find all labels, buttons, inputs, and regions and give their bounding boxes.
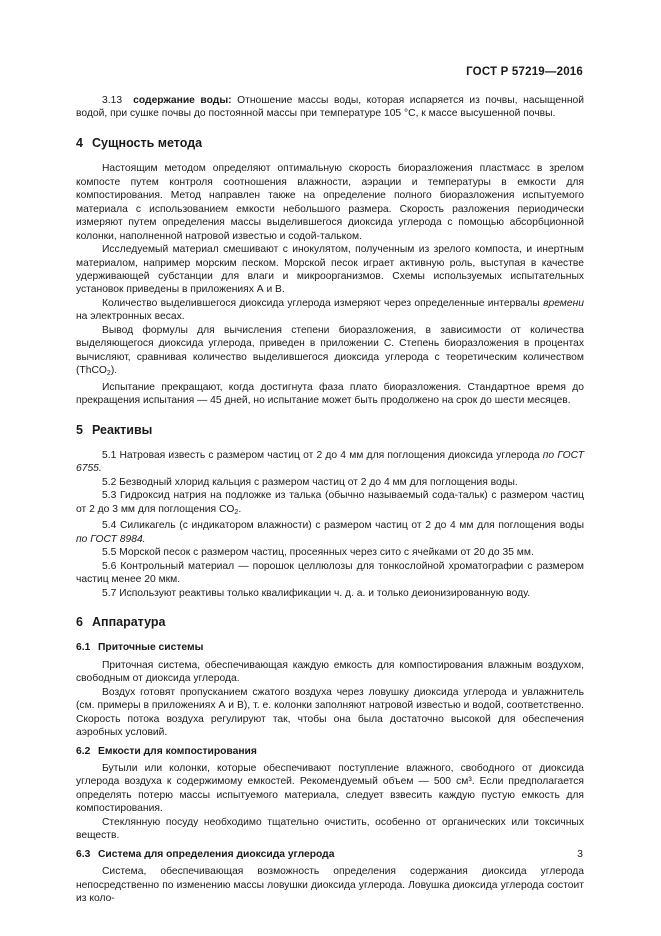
page-number: 3 [577, 848, 583, 860]
section-4-heading: 4 Сущность метода [76, 135, 203, 150]
definition-3-13 [76, 94, 584, 121]
page-content [76, 94, 584, 906]
section-6-heading: 6 Аппаратура [76, 614, 166, 629]
reagent-item: 5.7 Используют реактивы только квалификации ч. д. а. и только деионизированную воду. [102, 587, 531, 599]
reagent-item: 5.4 Силикагель (с индикатором влажности) с размером частиц от 2 до 4 мм для поглощения воды по ГОСТ 8984. [76, 520, 584, 545]
reagent-item: 5.5 Морской песок с размером частиц, просеянных через сито с ячейками от 20 до 35 мм. [102, 547, 534, 559]
definition-number: 3.13 [102, 95, 123, 106]
reagent-item: 5.2 Безводный хлорид кальция с размером частиц от 2 до 4 мм для поглощения воды. [102, 476, 518, 488]
section-4-paragraph: Количество выделившегося диоксида углерода измеряют через определенные интервалы времени на электронных весах. [76, 297, 584, 323]
subsection-6-1-paragraph: Приточная система, обеспечивающая каждую емкость для компостирования влажным воздухом, свободным от диоксида углерода. [76, 659, 584, 685]
reagent-item: 5.6 Контрольный материал — порошок целлюлозы для тонкослойной хроматографии с размером частиц менее 20 мкм. [76, 560, 584, 586]
section-5-heading: 5 Реактивы [76, 422, 153, 437]
definition-text: Отношение массы воды, которая испаряется из почвы, насыщенной водой, при сушке почвы до постоянной массы при температуре 105 °C, к массе высушенной почвы. [76, 95, 584, 120]
reagent-item: 5.3 Гидроксид натрия на подложке из талька (обычно называемый сода-тальк) с размером частиц от 2 до 3 мм для поглощения $CO_2$. [76, 490, 584, 516]
subsection-6-3-heading: 6.3 Система для определения диоксида углерода [76, 848, 335, 860]
subsection-6-1-paragraph: Воздух готовят пропусканием сжатого воздуха через ловушку диоксида углерода и увлажнитель (см. примеры в приложениях А и В), т. е. колонки заполняют натровой известью и водой, соответственно. Скорость потока воздуха регулируют так, чтобы она была достаточно высокой для обеспечения аэробных условий. [76, 686, 584, 739]
subsection-6-2-heading: 6.2 Емкости для компостирования [76, 745, 257, 757]
section-4-paragraph: Настоящим методом определяют оптимальную скорость биоразложения пластмасс в зрелом компосте путем контроля соотношения влажности, аэрации и температуры в емкости для компостирования. Метод направлен также на определение полного биоразложения испытуемого материала с использованием емкости небольшого размера. Скорость разложения периодически измеряют путем определения массы выделившегося диоксида углерода с помощью абсорбционной колонки, наполненной натровой известью и содой-тальком. [76, 163, 584, 242]
subsection-6-1-heading: 6.1 Приточные системы [76, 642, 204, 654]
definition-term: содержание воды: [133, 95, 232, 106]
subsection-6-3-paragraph: Система, обеспечивающая возможность определения содержания диоксида углерода непосредственно по изменению массы ловушки диоксида углерода. Ловушка диоксида углерода состоит из коло- [76, 866, 584, 905]
section-4-paragraph: Вывод формулы для вычисления степени биоразложения, в зависимости от количества выделяющегося диоксида углерода, приведен в приложении С. Степень биоразложения в процентах вычисляют, сравнивая количество выделившегося диоксида углерода с теоретическим количеством (ThCO$_2$). [76, 324, 584, 378]
section-4-paragraph: Испытание прекращают, когда достигнута фаза плато биоразложения. Стандартное время до прекращения испытания — 45 дней, но испытание может быть продолжено на срок до шести месяцев. [76, 381, 584, 407]
reagent-item: 5.1 Натровая известь с размером частиц от 2 до 4 мм для поглощения диоксида углерода по ГОСТ 6755. [76, 449, 584, 475]
subsection-6-2-paragraph: Стеклянную посуду необходимо тщательно очистить, особенно от органических или токсичных веществ. [76, 816, 584, 842]
subsection-6-2-paragraph: Бутыли или колонки, которые обеспечивают поступление влажного, свободного от диоксида углерода воздуха к содержимому емкостей. Рекомендуемый объем — 500 см³. Если предполагается определять потерю массы испытуемого материала, следует взвесить каждую пустую емкость для компостирования. [76, 763, 584, 815]
standard-code: ГОСТ Р 57219—2016 [466, 66, 583, 78]
section-4-paragraph: Исследуемый материал смешивают с инокулятом, полученным из зрелого компоста, и инертным материалом, например морским песком. Морской песок играет активную роль, выступая в качестве удерживающей субстанции для влаги и микроорганизмов. Схемы используемых испытательных установок приведены в приложениях А и В. [76, 244, 584, 296]
